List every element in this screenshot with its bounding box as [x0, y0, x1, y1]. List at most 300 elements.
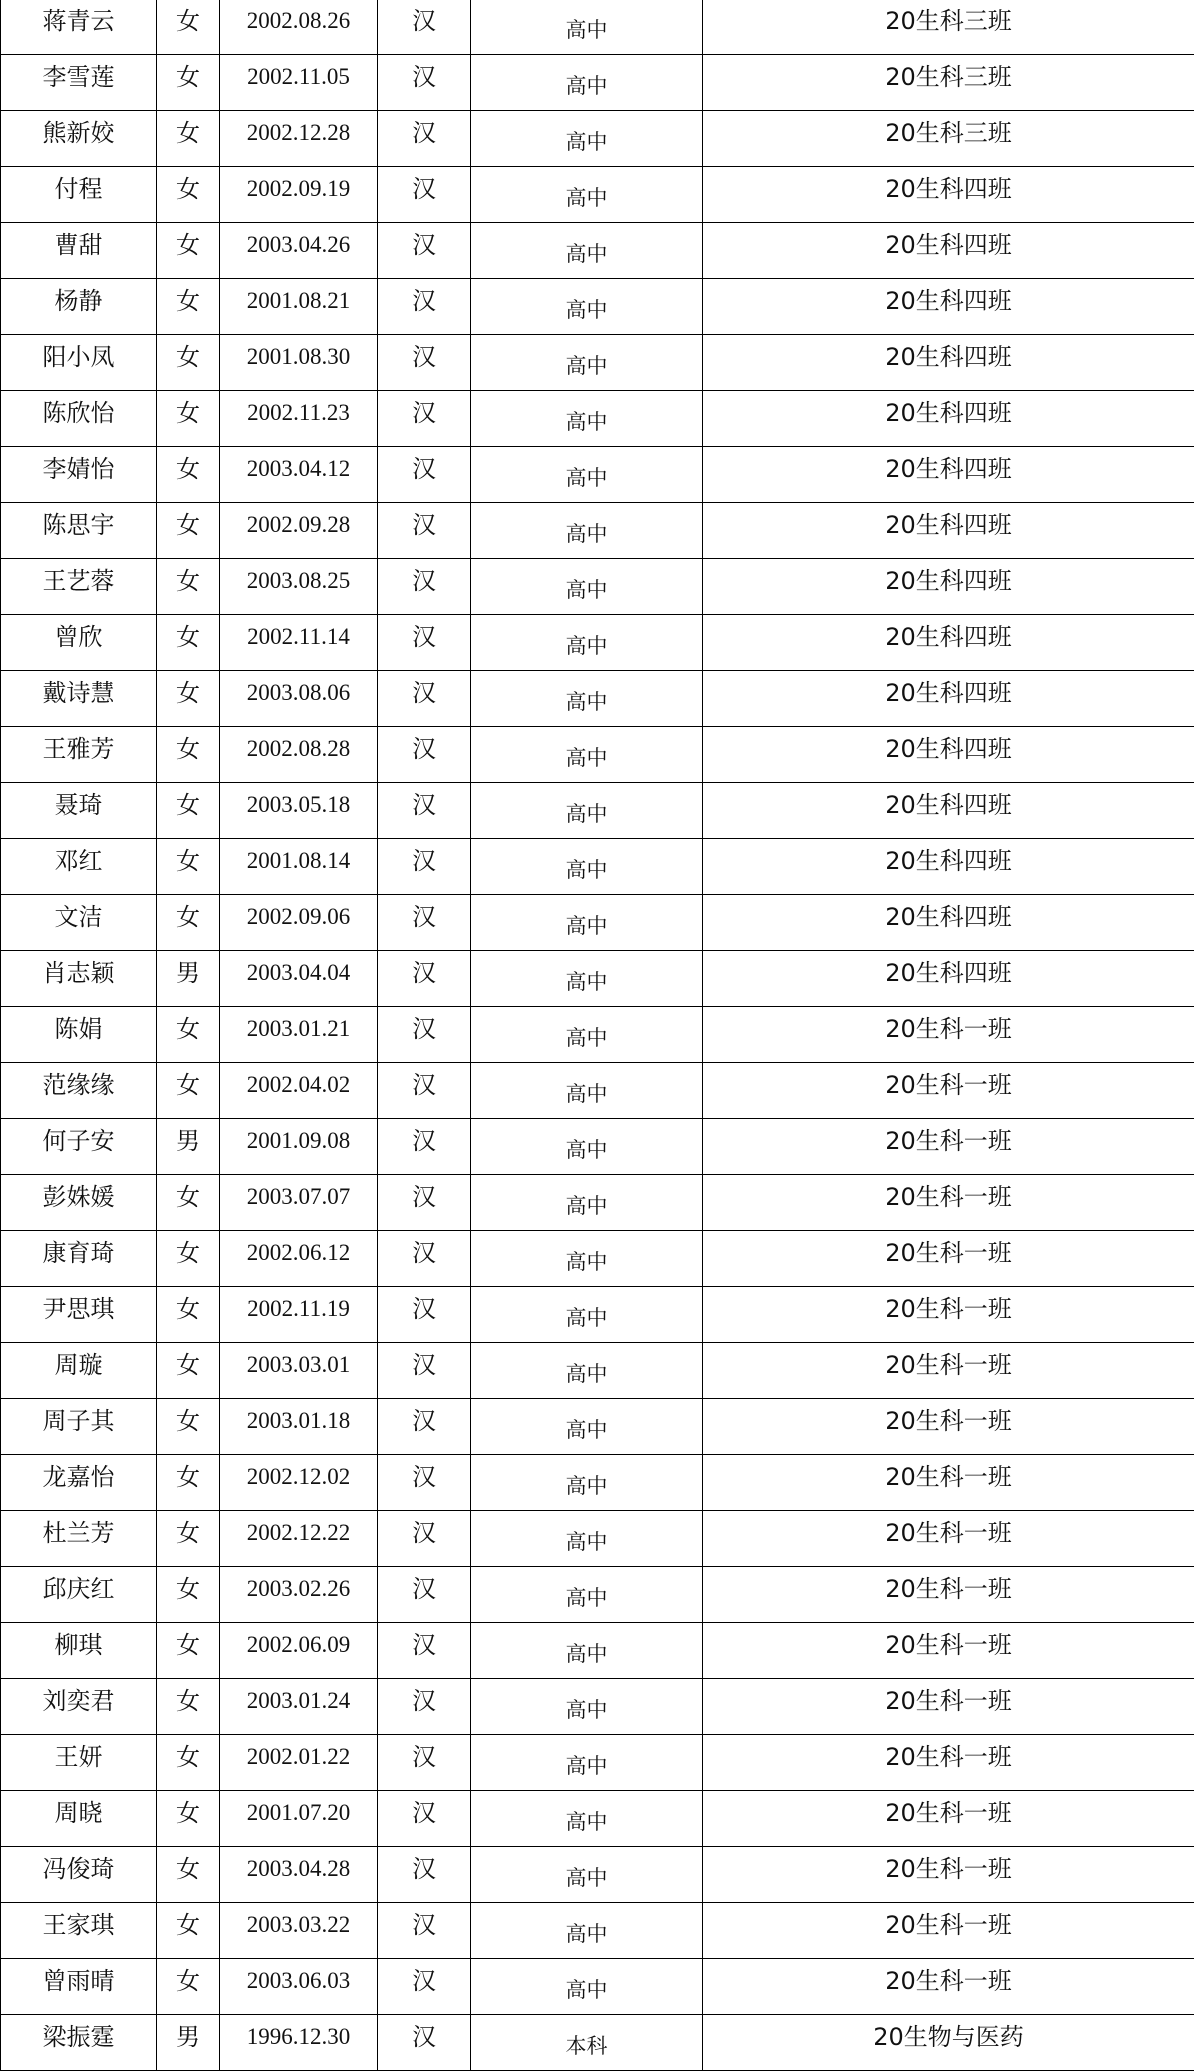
- birth-date-cell: [220, 1847, 378, 1903]
- student-education: 高中: [471, 1679, 702, 1723]
- sex-cell: [157, 1567, 220, 1623]
- name-cell: [1, 1623, 157, 1679]
- student-birth-date: 2003.03.01: [220, 1343, 377, 1378]
- student-ethnicity: 汉: [378, 671, 470, 707]
- sex-cell: [157, 223, 220, 279]
- birth-date-cell: [220, 1287, 378, 1343]
- sex-cell: [157, 1959, 220, 2015]
- student-birth-date: 2002.01.22: [220, 1735, 377, 1770]
- student-ethnicity: 汉: [378, 391, 470, 427]
- ethnicity-cell: [378, 1343, 471, 1399]
- ethnicity-cell: [378, 951, 471, 1007]
- student-class: 20生科四班: [703, 447, 1194, 483]
- student-sex: 女: [157, 559, 219, 595]
- student-sex: 女: [157, 1791, 219, 1827]
- name-cell: [1, 391, 157, 447]
- ethnicity-cell: [378, 839, 471, 895]
- student-ethnicity: 汉: [378, 167, 470, 203]
- ethnicity-cell: [378, 895, 471, 951]
- student-ethnicity: 汉: [378, 1119, 470, 1155]
- student-class: 20生科四班: [703, 559, 1194, 595]
- student-education: 高中: [471, 447, 702, 491]
- ethnicity-cell: [378, 503, 471, 559]
- student-education: 高中: [471, 167, 702, 211]
- student-class: 20生科一班: [703, 1119, 1194, 1155]
- student-name: 尹思琪: [1, 1287, 156, 1323]
- sex-cell: [157, 1735, 220, 1791]
- student-sex: 女: [157, 839, 219, 875]
- table-row: [1, 1959, 1194, 2015]
- name-cell: [1, 1343, 157, 1399]
- name-cell: [1, 1567, 157, 1623]
- name-cell: [1, 1735, 157, 1791]
- student-name: 戴诗慧: [1, 671, 156, 707]
- student-ethnicity: 汉: [378, 335, 470, 371]
- birth-date-cell: [220, 447, 378, 503]
- table-row: [1, 839, 1194, 895]
- student-birth-date: 2002.08.28: [220, 727, 377, 762]
- class-cell: [703, 1399, 1194, 1455]
- class-cell: [703, 727, 1194, 783]
- ethnicity-cell: [378, 111, 471, 167]
- student-sex: 女: [157, 895, 219, 931]
- ethnicity-cell: [378, 2015, 471, 2071]
- student-sex: 女: [157, 671, 219, 707]
- education-cell: [471, 1287, 703, 1343]
- table-row: [1, 1735, 1194, 1791]
- student-name: 肖志颖: [1, 951, 156, 987]
- table-row: [1, 951, 1194, 1007]
- education-cell: [471, 1847, 703, 1903]
- roster-body: [1, 0, 1194, 2071]
- student-name: 周子其: [1, 1399, 156, 1435]
- student-sex: 女: [157, 391, 219, 427]
- table-row: [1, 1343, 1194, 1399]
- table-row: [1, 615, 1194, 671]
- sex-cell: [157, 1119, 220, 1175]
- sex-cell: [157, 1399, 220, 1455]
- name-cell: [1, 1175, 157, 1231]
- student-education: 高中: [471, 1903, 702, 1947]
- name-cell: [1, 1455, 157, 1511]
- student-ethnicity: 汉: [378, 1735, 470, 1771]
- name-cell: [1, 1791, 157, 1847]
- class-cell: [703, 1007, 1194, 1063]
- student-sex: 女: [157, 1231, 219, 1267]
- student-sex: 女: [157, 1007, 219, 1043]
- birth-date-cell: [220, 671, 378, 727]
- student-birth-date: 2002.11.14: [220, 615, 377, 650]
- student-education: 高中: [471, 727, 702, 771]
- ethnicity-cell: [378, 671, 471, 727]
- education-cell: [471, 1959, 703, 2015]
- student-education: 高中: [471, 223, 702, 267]
- student-birth-date: 2002.06.12: [220, 1231, 377, 1266]
- ethnicity-cell: [378, 1399, 471, 1455]
- sex-cell: [157, 559, 220, 615]
- table-row: [1, 335, 1194, 391]
- ethnicity-cell: [378, 1959, 471, 2015]
- student-sex: 女: [157, 279, 219, 315]
- class-cell: [703, 111, 1194, 167]
- name-cell: [1, 951, 157, 1007]
- student-education: 高中: [471, 1399, 702, 1443]
- student-education: 高中: [471, 279, 702, 323]
- student-ethnicity: 汉: [378, 951, 470, 987]
- name-cell: [1, 1063, 157, 1119]
- birth-date-cell: [220, 1175, 378, 1231]
- table-row: [1, 1455, 1194, 1511]
- birth-date-cell: [220, 1399, 378, 1455]
- birth-date-cell: [220, 1567, 378, 1623]
- student-ethnicity: 汉: [378, 1847, 470, 1883]
- table-row: [1, 55, 1194, 111]
- name-cell: [1, 1399, 157, 1455]
- student-class: 20生科一班: [703, 1343, 1194, 1379]
- student-name: 周璇: [1, 1343, 156, 1379]
- class-cell: [703, 1623, 1194, 1679]
- name-cell: [1, 727, 157, 783]
- student-class: 20生科四班: [703, 671, 1194, 707]
- student-education: 高中: [471, 1119, 702, 1163]
- student-sex: 女: [157, 1455, 219, 1491]
- sex-cell: [157, 503, 220, 559]
- ethnicity-cell: [378, 1287, 471, 1343]
- sex-cell: [157, 1175, 220, 1231]
- sex-cell: [157, 671, 220, 727]
- student-name: 李雪莲: [1, 55, 156, 91]
- student-birth-date: 2002.09.06: [220, 895, 377, 930]
- ethnicity-cell: [378, 167, 471, 223]
- ethnicity-cell: [378, 55, 471, 111]
- class-cell: [703, 1343, 1194, 1399]
- student-class: 20生科四班: [703, 839, 1194, 875]
- birth-date-cell: [220, 1959, 378, 2015]
- student-birth-date: 2003.07.07: [220, 1175, 377, 1210]
- student-birth-date: 2003.04.26: [220, 223, 377, 258]
- student-name: 刘奕君: [1, 1679, 156, 1715]
- student-class: 20生科四班: [703, 223, 1194, 259]
- ethnicity-cell: [378, 1679, 471, 1735]
- student-class: 20生科四班: [703, 895, 1194, 931]
- student-birth-date: 2001.09.08: [220, 1119, 377, 1154]
- name-cell: [1, 559, 157, 615]
- student-education: 高中: [471, 1287, 702, 1331]
- student-birth-date: 2003.04.04: [220, 951, 377, 986]
- table-row: [1, 1847, 1194, 1903]
- birth-date-cell: [220, 615, 378, 671]
- student-sex: 女: [157, 1511, 219, 1547]
- table-row: [1, 1231, 1194, 1287]
- table-row: [1, 503, 1194, 559]
- education-cell: [471, 111, 703, 167]
- student-ethnicity: 汉: [378, 839, 470, 875]
- table-row: [1, 671, 1194, 727]
- student-class: 20生物与医药: [703, 2015, 1194, 2051]
- birth-date-cell: [220, 2015, 378, 2071]
- sex-cell: [157, 335, 220, 391]
- class-cell: [703, 503, 1194, 559]
- student-name: 陈欣怡: [1, 391, 156, 427]
- education-cell: [471, 1679, 703, 1735]
- student-sex: 女: [157, 111, 219, 147]
- name-cell: [1, 1119, 157, 1175]
- student-ethnicity: 汉: [378, 447, 470, 483]
- ethnicity-cell: [378, 1231, 471, 1287]
- student-class: 20生科一班: [703, 1623, 1194, 1659]
- student-birth-date: 2002.04.02: [220, 1063, 377, 1098]
- student-class: 20生科一班: [703, 1399, 1194, 1435]
- name-cell: [1, 1679, 157, 1735]
- table-row: [1, 223, 1194, 279]
- birth-date-cell: [220, 1007, 378, 1063]
- name-cell: [1, 839, 157, 895]
- student-birth-date: 2002.09.19: [220, 167, 377, 202]
- table-row: [1, 895, 1194, 951]
- student-ethnicity: 汉: [378, 1959, 470, 1995]
- student-sex: 女: [157, 55, 219, 91]
- student-ethnicity: 汉: [378, 1399, 470, 1435]
- sex-cell: [157, 111, 220, 167]
- student-name: 王雅芳: [1, 727, 156, 763]
- student-sex: 女: [157, 1679, 219, 1715]
- class-cell: [703, 1455, 1194, 1511]
- student-ethnicity: 汉: [378, 1511, 470, 1547]
- table-row: [1, 1567, 1194, 1623]
- student-birth-date: 2002.12.28: [220, 111, 377, 146]
- student-ethnicity: 汉: [378, 559, 470, 595]
- student-name: 龙嘉怡: [1, 1455, 156, 1491]
- education-cell: [471, 1735, 703, 1791]
- student-ethnicity: 汉: [378, 1287, 470, 1323]
- student-ethnicity: 汉: [378, 1231, 470, 1267]
- student-class: 20生科四班: [703, 783, 1194, 819]
- education-cell: [471, 335, 703, 391]
- ethnicity-cell: [378, 1007, 471, 1063]
- student-birth-date: 2003.02.26: [220, 1567, 377, 1602]
- student-class: 20生科一班: [703, 1735, 1194, 1771]
- name-cell: [1, 0, 157, 55]
- education-cell: [471, 1791, 703, 1847]
- student-name: 陈思宇: [1, 503, 156, 539]
- birth-date-cell: [220, 895, 378, 951]
- student-education: 高中: [471, 1959, 702, 2003]
- student-education: 高中: [471, 1791, 702, 1835]
- student-class: 20生科三班: [703, 55, 1194, 91]
- student-sex: 男: [157, 951, 219, 987]
- class-cell: [703, 1287, 1194, 1343]
- class-cell: [703, 335, 1194, 391]
- sex-cell: [157, 727, 220, 783]
- birth-date-cell: [220, 1903, 378, 1959]
- student-ethnicity: 汉: [378, 1175, 470, 1211]
- student-class: 20生科四班: [703, 727, 1194, 763]
- student-education: 高中: [471, 895, 702, 939]
- ethnicity-cell: [378, 1903, 471, 1959]
- birth-date-cell: [220, 1679, 378, 1735]
- student-name: 聂琦: [1, 783, 156, 819]
- student-education: 高中: [471, 783, 702, 827]
- student-sex: 女: [157, 1175, 219, 1211]
- student-education: 高中: [471, 503, 702, 547]
- student-ethnicity: 汉: [378, 1455, 470, 1491]
- student-name: 曾雨晴: [1, 1959, 156, 1995]
- student-ethnicity: 汉: [378, 55, 470, 91]
- class-cell: [703, 1903, 1194, 1959]
- student-name: 邓红: [1, 839, 156, 875]
- education-cell: [471, 1175, 703, 1231]
- student-ethnicity: 汉: [378, 279, 470, 315]
- name-cell: [1, 55, 157, 111]
- education-cell: [471, 1511, 703, 1567]
- student-class: 20生科四班: [703, 615, 1194, 651]
- student-ethnicity: 汉: [378, 503, 470, 539]
- student-name: 何子安: [1, 1119, 156, 1155]
- student-class: 20生科四班: [703, 391, 1194, 427]
- sex-cell: [157, 1343, 220, 1399]
- student-birth-date: 2001.08.21: [220, 279, 377, 314]
- student-sex: 女: [157, 1343, 219, 1379]
- student-birth-date: 2001.08.30: [220, 335, 377, 370]
- sex-cell: [157, 1847, 220, 1903]
- student-birth-date: 2002.12.22: [220, 1511, 377, 1546]
- education-cell: [471, 279, 703, 335]
- student-class: 20生科一班: [703, 1063, 1194, 1099]
- student-birth-date: 2002.12.02: [220, 1455, 377, 1490]
- student-class: 20生科一班: [703, 1959, 1194, 1995]
- table-row: [1, 1175, 1194, 1231]
- student-name: 冯俊琦: [1, 1847, 156, 1883]
- ethnicity-cell: [378, 391, 471, 447]
- class-cell: [703, 2015, 1194, 2071]
- name-cell: [1, 1847, 157, 1903]
- name-cell: [1, 1231, 157, 1287]
- education-cell: [471, 559, 703, 615]
- sex-cell: [157, 615, 220, 671]
- student-sex: 女: [157, 1063, 219, 1099]
- student-education: 高中: [471, 1231, 702, 1275]
- student-class: 20生科一班: [703, 1567, 1194, 1603]
- student-ethnicity: 汉: [378, 783, 470, 819]
- sex-cell: [157, 1007, 220, 1063]
- student-class: 20生科一班: [703, 1791, 1194, 1827]
- student-birth-date: 2003.04.12: [220, 447, 377, 482]
- student-sex: 女: [157, 1623, 219, 1659]
- student-birth-date: 2003.08.25: [220, 559, 377, 594]
- table-row: [1, 0, 1194, 55]
- student-ethnicity: 汉: [378, 0, 470, 35]
- student-education: 高中: [471, 1343, 702, 1387]
- student-education: 高中: [471, 951, 702, 995]
- sex-cell: [157, 1063, 220, 1119]
- student-class: 20生科四班: [703, 279, 1194, 315]
- student-class: 20生科一班: [703, 1287, 1194, 1323]
- ethnicity-cell: [378, 727, 471, 783]
- name-cell: [1, 223, 157, 279]
- student-education: 本科: [471, 2015, 702, 2059]
- table-row: [1, 1063, 1194, 1119]
- education-cell: [471, 727, 703, 783]
- ethnicity-cell: [378, 0, 471, 55]
- student-birth-date: 2003.08.06: [220, 671, 377, 706]
- birth-date-cell: [220, 1119, 378, 1175]
- class-cell: [703, 0, 1194, 55]
- ethnicity-cell: [378, 615, 471, 671]
- name-cell: [1, 111, 157, 167]
- student-class: 20生科一班: [703, 1455, 1194, 1491]
- education-cell: [471, 783, 703, 839]
- ethnicity-cell: [378, 1119, 471, 1175]
- ethnicity-cell: [378, 1175, 471, 1231]
- education-cell: [471, 1007, 703, 1063]
- name-cell: [1, 671, 157, 727]
- birth-date-cell: [220, 111, 378, 167]
- table-row: [1, 1903, 1194, 1959]
- birth-date-cell: [220, 1343, 378, 1399]
- student-education: 高中: [471, 1567, 702, 1611]
- student-birth-date: 2002.11.23: [220, 391, 377, 426]
- student-sex: 女: [157, 1287, 219, 1323]
- sex-cell: [157, 1679, 220, 1735]
- sex-cell: [157, 279, 220, 335]
- student-ethnicity: 汉: [378, 895, 470, 931]
- class-cell: [703, 783, 1194, 839]
- class-cell: [703, 559, 1194, 615]
- table-row: [1, 783, 1194, 839]
- student-education: 高中: [471, 1735, 702, 1779]
- student-ethnicity: 汉: [378, 1343, 470, 1379]
- education-cell: [471, 1343, 703, 1399]
- sex-cell: [157, 447, 220, 503]
- sex-cell: [157, 1623, 220, 1679]
- table-row: [1, 279, 1194, 335]
- student-sex: 女: [157, 1735, 219, 1771]
- birth-date-cell: [220, 1063, 378, 1119]
- ethnicity-cell: [378, 783, 471, 839]
- student-birth-date: 2003.05.18: [220, 783, 377, 818]
- student-class: 20生科四班: [703, 335, 1194, 371]
- student-birth-date: 2002.11.05: [220, 55, 377, 90]
- student-education: 高中: [471, 559, 702, 603]
- student-name: 王艺蓉: [1, 559, 156, 595]
- table-row: [1, 167, 1194, 223]
- student-birth-date: 2003.01.21: [220, 1007, 377, 1042]
- education-cell: [471, 1567, 703, 1623]
- birth-date-cell: [220, 1231, 378, 1287]
- table-row: [1, 391, 1194, 447]
- education-cell: [471, 1903, 703, 1959]
- student-name: 杜兰芳: [1, 1511, 156, 1547]
- student-name: 柳琪: [1, 1623, 156, 1659]
- birth-date-cell: [220, 783, 378, 839]
- table-row: [1, 1287, 1194, 1343]
- student-ethnicity: 汉: [378, 1007, 470, 1043]
- student-name: 阳小凤: [1, 335, 156, 371]
- birth-date-cell: [220, 167, 378, 223]
- student-name: 邱庆红: [1, 1567, 156, 1603]
- class-cell: [703, 55, 1194, 111]
- education-cell: [471, 1231, 703, 1287]
- student-class: 20生科一班: [703, 1175, 1194, 1211]
- class-cell: [703, 1063, 1194, 1119]
- table-row: [1, 2015, 1194, 2071]
- table-row: [1, 1623, 1194, 1679]
- ethnicity-cell: [378, 279, 471, 335]
- sex-cell: [157, 783, 220, 839]
- name-cell: [1, 783, 157, 839]
- student-sex: 女: [157, 167, 219, 203]
- table-row: [1, 1119, 1194, 1175]
